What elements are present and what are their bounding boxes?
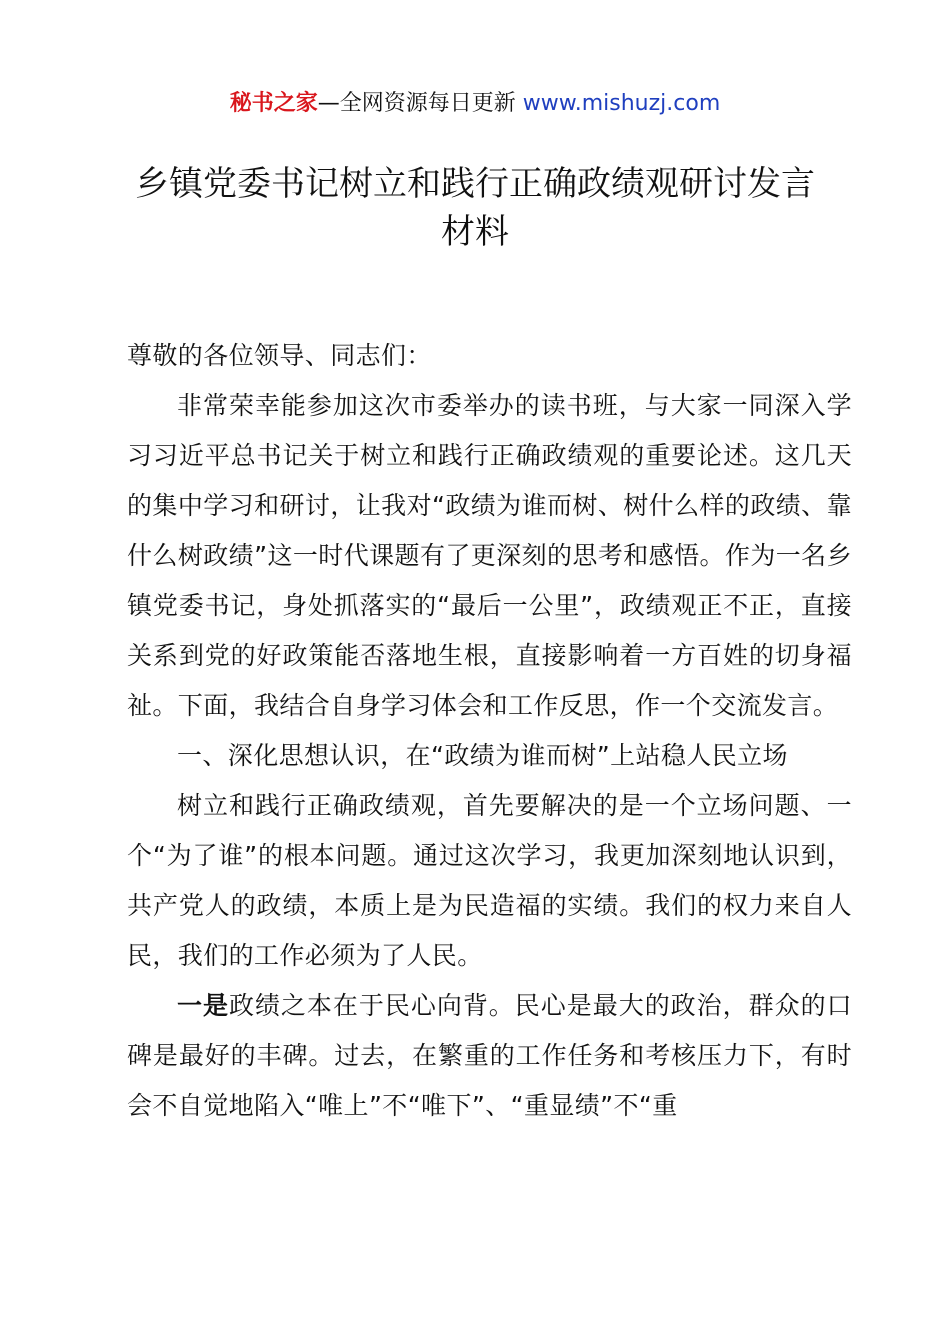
header-tagline: —全网资源每日更新 (317, 91, 523, 116)
title-line-1: 乡镇党委书记树立和践行正确政绩观研讨发言 (135, 164, 815, 204)
paragraph-section-1: 树立和践行正确政绩观，首先要解决的是一个立场问题、一个“为了谁”的根本问题。通过这次学习，我更加深刻地认识到，共产党人的政绩，本质上是为民造福的实绩。我们的权力来自人民，我们的工作必须为了人民。 (127, 791, 852, 970)
document-title (100, 160, 850, 256)
salutation: 尊敬的各位领导、同志们： (127, 341, 432, 370)
paragraph-point-1 (127, 981, 852, 1131)
brand-name: 秘书之家 (229, 91, 318, 116)
site-header (0, 86, 950, 122)
title-line-2: 材料 (441, 212, 509, 252)
document-body (127, 331, 852, 1131)
paragraph-intro: 非常荣幸能参加这次市委举办的读书班，与大家一同深入学习习近平总书记关于树立和践行正确政绩观的重要论述。这几天的集中学习和研讨，让我对“政绩为谁而树、树什么样的政绩、靠什么树政绩”这一时代课题有了更深刻的思考和感悟。作为一名乡镇党委书记，身处抓落实的“最后一公里”，政绩观正不正，直接关系到党的好政策能否落地生根，直接影响着一方百姓的切身福祉。下面，我结合自身学习体会和工作反思，作一个交流发言。 (127, 391, 852, 720)
point-lead: 一是 (177, 991, 229, 1020)
point-text: 政绩之本在于民心向背。民心是最大的政治，群众的口碑是最好的丰碑。过去，在繁重的工作任务和考核压力下，有时会不自觉地陷入“唯上”不“唯下”、“重显绩”不“重 (127, 991, 852, 1120)
site-url-link[interactable]: www.mishuzj.com (522, 91, 721, 116)
section-heading-1: 一、深化思想认识，在“政绩为谁而树”上站稳人民立场 (177, 741, 788, 770)
